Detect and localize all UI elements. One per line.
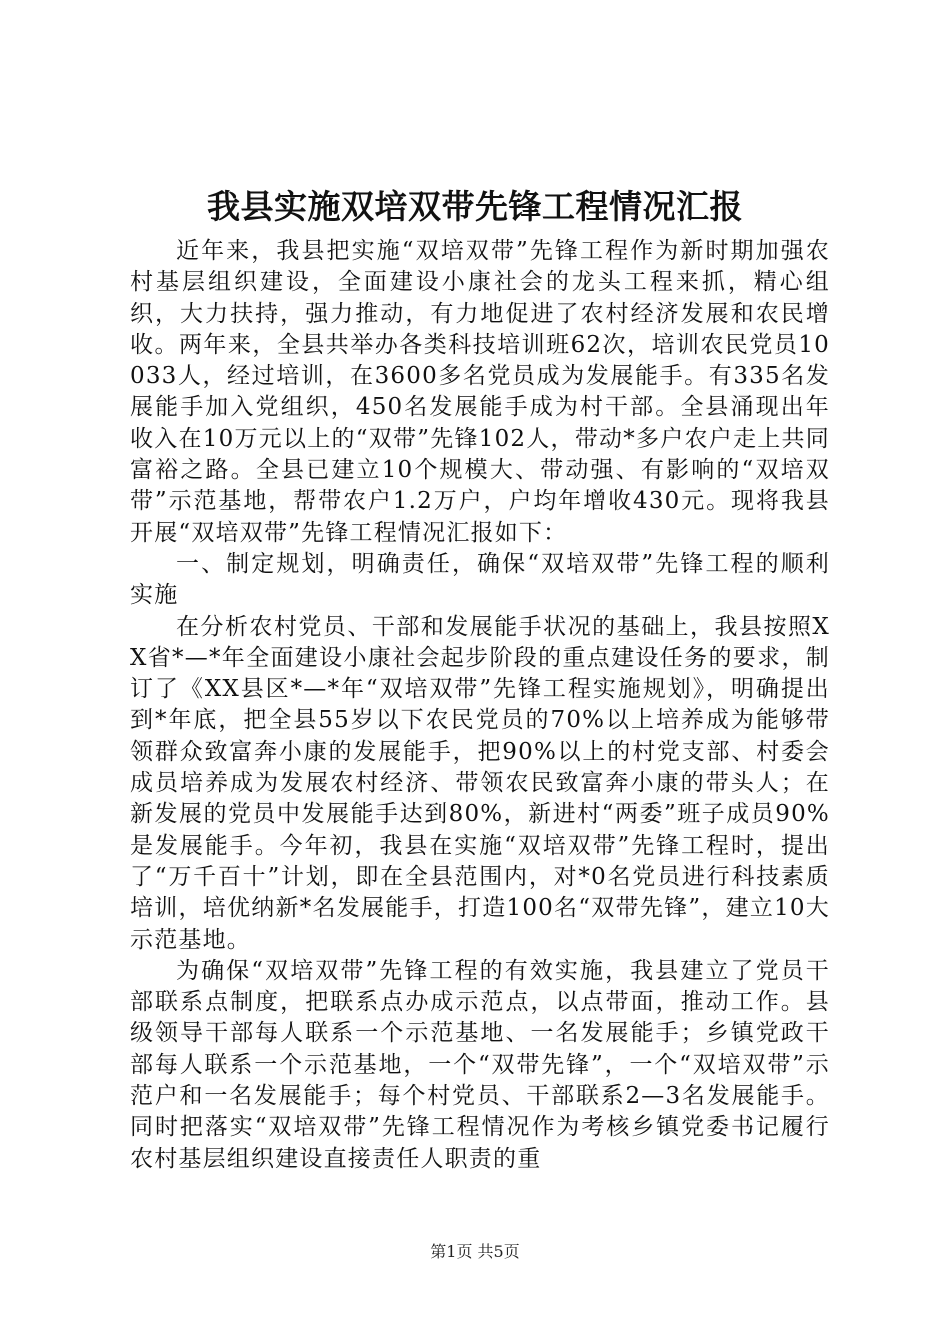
document-title: 我县实施双培双带先锋工程情况汇报 — [207, 187, 743, 226]
document-body — [130, 236, 830, 1175]
paragraph-intro: 近年来，我县把实施“双培双带”先锋工程作为新时期加强农村基层组织建设，全面建设小康社会的龙头工程来抓，精心组织，大力扶持，强力推动，有力地促进了农村经济发展和农民增收。两年来，全县共举办各类科技培训班62次，培训农民党员10033人，经过培训，在3600多名党员成为发展能手。有335名发展能手加入党组织，450名发展能手成为村干部。全县涌现出年收入在10万元以上的“双带”先锋102人，带动*多户农户走上共同富裕之路。全县已建立10个规模大、带动强、有影响的“双培双带”示范基地，帮带农户1.2万户，户均年增收430元。现将我县开展“双培双带”先锋工程情况汇报如下： — [130, 238, 830, 546]
paragraph-contact-system: 为确保“双培双带”先锋工程的有效实施，我县建立了党员干部联系点制度，把联系点办成示范点，以点带面，推动工作。县级领导干部每人联系一个示范基地、一名发展能手；乡镇党政干部每人联系一个示范基地，一个“双带先锋”，一个“双培双带”示范户和一名发展能手；每个村党员、干部联系2—3名发展能手。同时把落实“双培双带”先锋工程情况作为考核乡镇党委书记履行农村基层组织建设直接责任人职责的重 — [130, 957, 830, 1172]
section-heading-1: 一、制定规划，明确责任，确保“双培双带”先锋工程的顺利实施 — [130, 550, 830, 609]
page-footer: 第1页 共5页 — [430, 1242, 520, 1261]
paragraph-planning: 在分析农村党员、干部和发展能手状况的基础上，我县按照XX省*—*年全面建设小康社会起步阶段的重点建设任务的要求，制订了《XX县区*—*年“双培双带”先锋工程实施规划》，明确提出到*年底，把全县55岁以下农民党员的70%以上培养成为能够带领群众致富奔小康的发展能手，把90%以上的村党支部、村委会成员培养成为发展农村经济、带领农民致富奔小康的带头人；在新发展的党员中发展能手达到80%，新进村“两委”班子成员90%是发展能手。今年初，我县在实施“双培双带”先锋工程时，提出了“万千百十”计划，即在全县范围内，对*0名党员进行科技素质培训，培优纳新*名发展能手，打造100名“双带先锋”，建立10大示范基地。 — [130, 613, 830, 953]
